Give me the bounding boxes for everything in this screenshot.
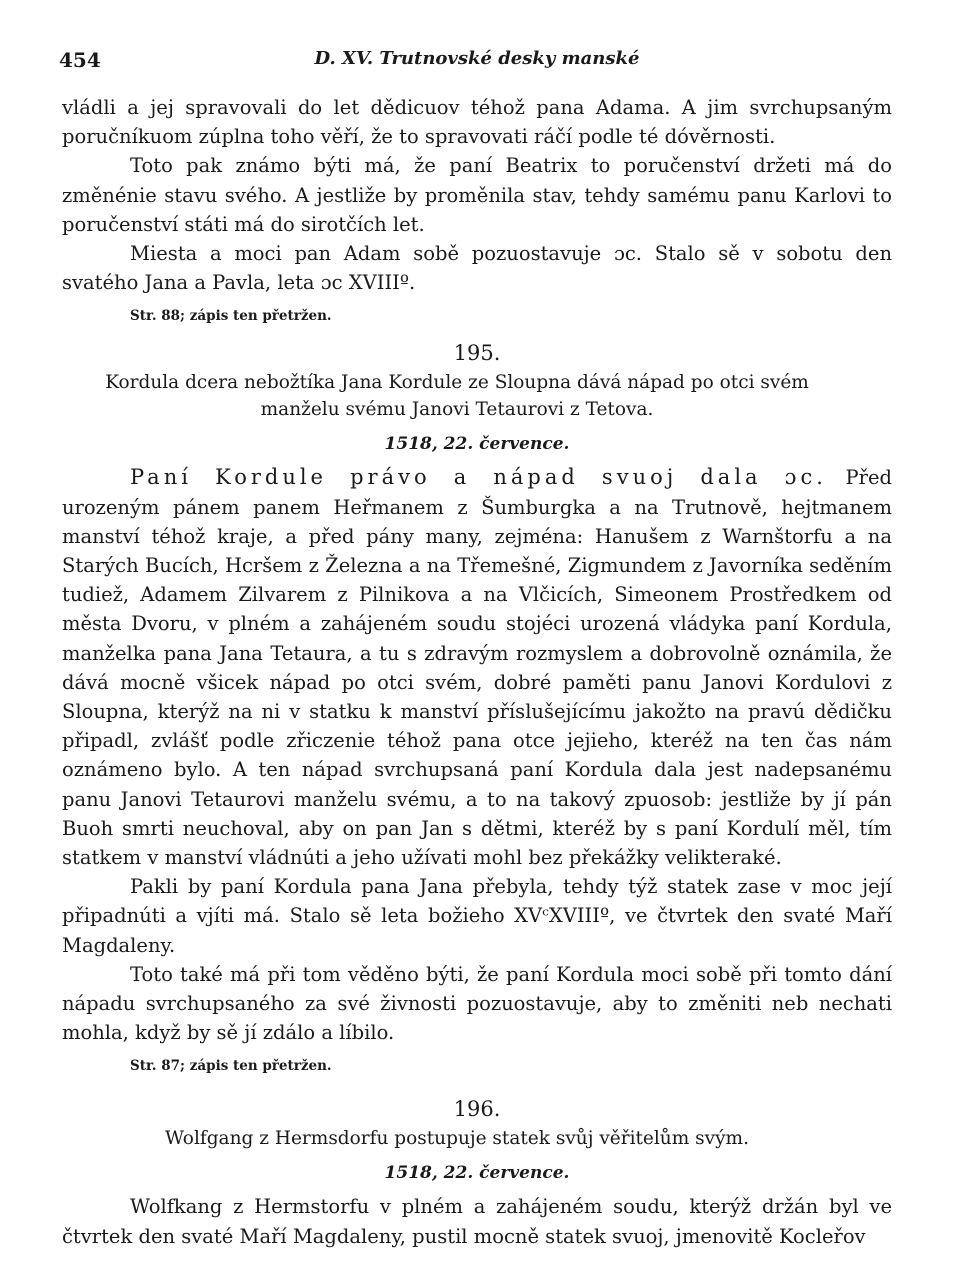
continuation-paragraph: vládli a jej spravovali do let dědicuov téhož pana Adama. A jim svrchupsaným poručníkuom zúplna toho věří, že to spravovati ráčí podle té dóvěrnosti. xyxy=(62,96,892,149)
entry-paragraph xyxy=(62,463,892,872)
entry-date: 1518, 22. července. xyxy=(384,1163,570,1184)
entry-text: Před urozeným pánem panem Heřmanem z Šumburgka a na Trutnově, hejtmanem manství téhož kraje, a před pány many, zejména: Hanušem z Warnštorfu a na Starých Bucích, Hcršem z Železna a na Třemešné, Zigmundem z Javorníka seděním tudiež, Adamem Zilvarem z Pilnikova a na Vlčicích, Simeonem Prostředkem od města Dvoru, v plném a zahájeném soudu stojéci urozená vládyka paní Kordula, manželka pana Jana Tetaura, a tu s zdravým rozmyslem a dobrovolně oznámila, že dává mocně všicek nápad po otci svém, dobré paměti panu Janovi Kordulovi z Sloupna, kterýž na ni v statku k manství příslušejícímu jakožto na pravú dědičku připadl, zvlášť podle zřiczenie téhož pana otce jejieho, kteréž na ten čas nám oznámeno bylo. A ten nápad svrchupsaná paní Kordula dala jest nadepsanému panu Janovi Tetaurovi manželu svému, a to na takový zpuosob: jestliže by jí pán Buoh smrti neuchoval, aby on pan Jan s dětmi, kteréž by s paní Kordulí měl, tím statkem v manství vládnúti a jeho užívati mohl bez překážky velikteraké. xyxy=(62,466,892,870)
entry-paragraph: Wolfkang z Hermstorfu v plném a zahájeném soudu, kterýž držán byl ve čtvrtek den svaté Maří Magdaleny, pustil mocně statek svuoj, jmenovitě Kocleřov xyxy=(62,1195,892,1248)
continuation-paragraph: Toto pak známo býti má, že paní Beatrix to poručenství držeti má do změnénie stavu svého. A jestliže by proměnila stav, tehdy samému panu Karlovi to poručenství státi má do sirotčích let. xyxy=(62,154,892,236)
entry-summary: Wolfgang z Hermsdorfu postupuje statek svůj věřitelům svým. xyxy=(165,1128,749,1150)
entry-summary: Kordula dcera nebožtíka Jana Kordule ze Sloupna dává nápad po otci svém manželu svému Janovi Tetaurovi z Tetova. xyxy=(105,372,809,421)
entry-paragraph: Pakli by paní Kordula pana Jana přebyla, tehdy týž statek zase v moc její připadnúti a vjíti má. Stalo sě leta božieho XVᶜXVIIIº, ve čtvrtek den svaté Maří Magdaleny. xyxy=(62,875,892,957)
page-number: 454 xyxy=(59,48,101,72)
page-header xyxy=(59,42,892,72)
entry-number: 195. xyxy=(453,341,501,366)
continuation-paragraph: Miesta a moci pan Adam sobě pozuostavuje ɔc. Stalo sě v sobotu den svatého Jana a Pavla, leta ɔc XVIIIº. xyxy=(62,242,892,295)
entry-number: 196. xyxy=(453,1097,501,1122)
entry-lead: Paní Kordule právo a nápad svuoj dala ɔc. xyxy=(130,465,827,490)
source-note: Str. 87; zápis ten přetržen. xyxy=(130,1058,332,1075)
page-body xyxy=(62,93,892,1251)
running-title: D. XV. Trutnovské desky manské xyxy=(314,48,640,69)
entry-paragraph: Toto také má při tom věděno býti, že paní Kordula moci sobě při tomto dání nápadu svrchupsaného za své živnosti pozuostavuje, aby to změniti neb nechati mohla, když by sě jí zdálo a líbilo. xyxy=(62,962,892,1045)
entry-date: 1518, 22. července. xyxy=(384,434,570,455)
source-note: Str. 88; zápis ten přetržen. xyxy=(130,308,332,325)
